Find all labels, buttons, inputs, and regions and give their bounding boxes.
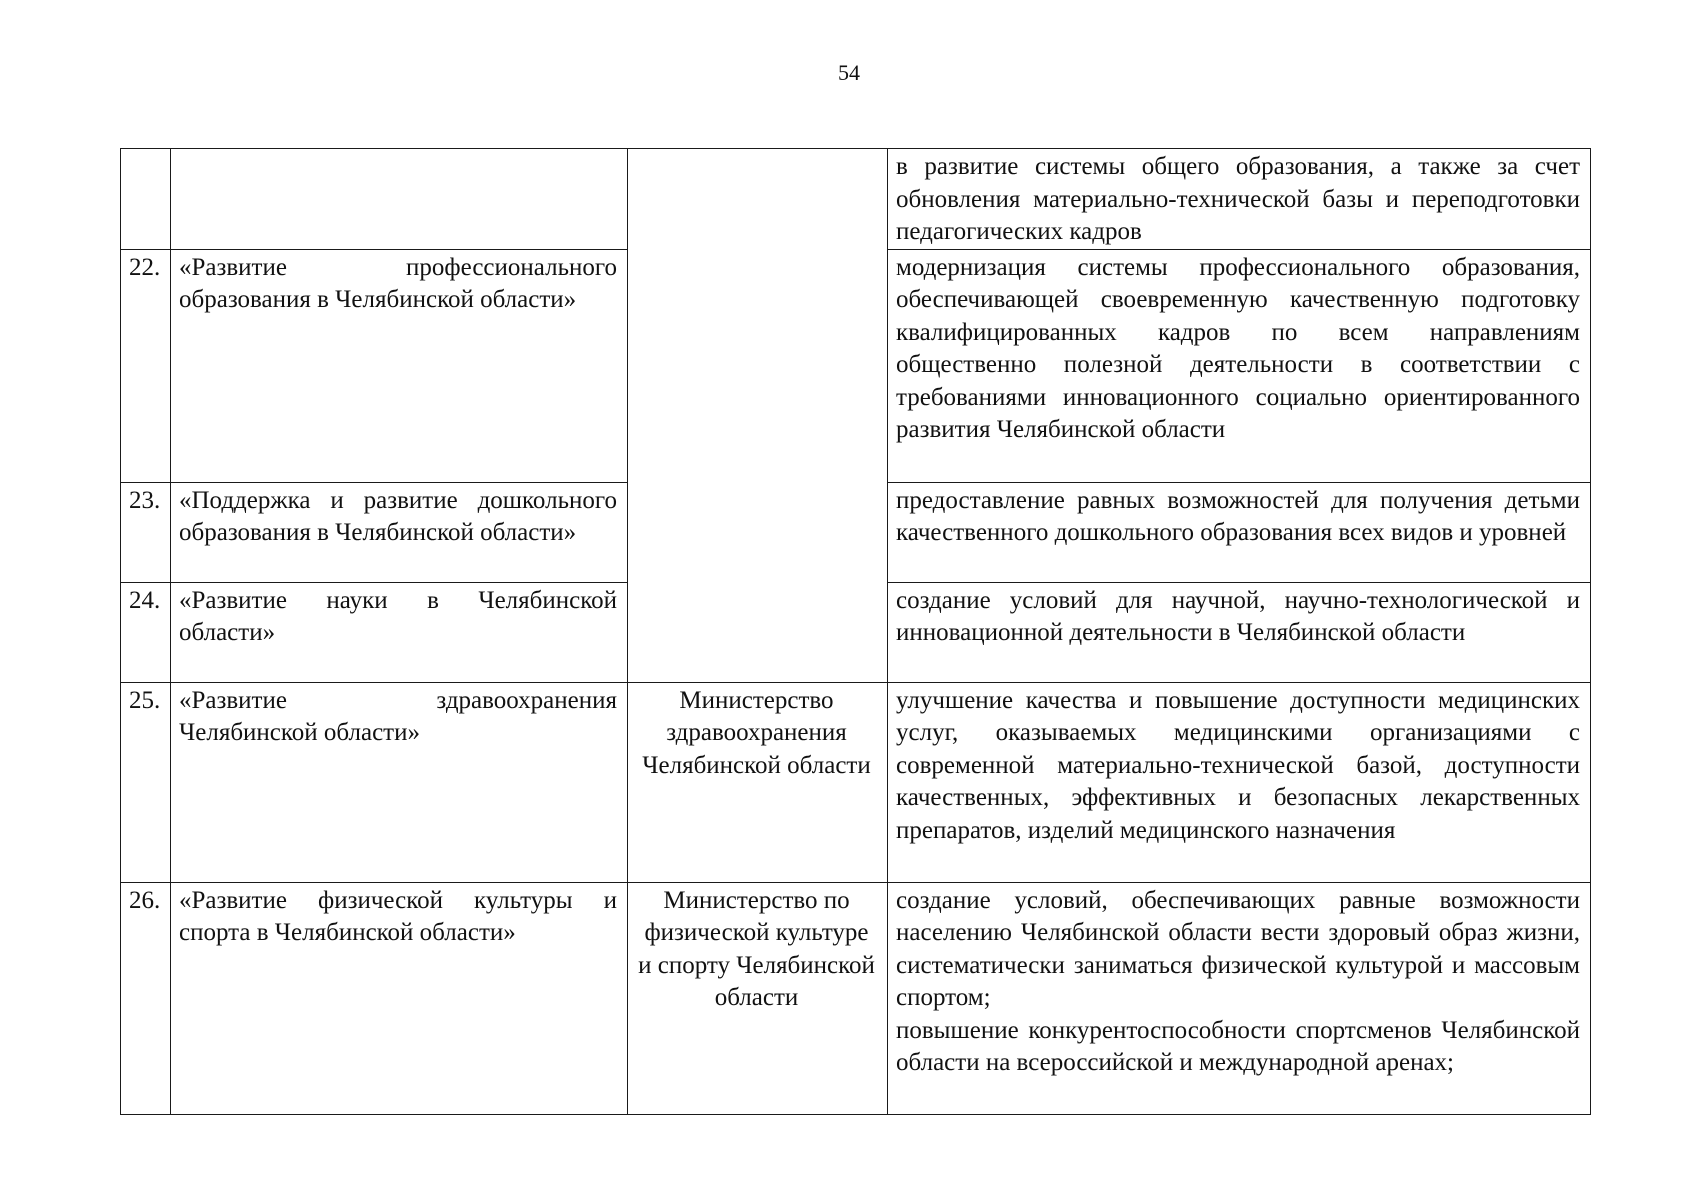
program-name: «Развитие науки в Челябинской области» xyxy=(179,586,617,646)
program-name: «Развитие физической культуры и спорта в Челябинской области» xyxy=(179,886,617,946)
goal-text: модернизация системы профессионального образования, обеспечивающей своевременную качественную подготовку квалифицированных кадров по всем направлениям общественно полезной деятельности в соответствии с требованиями инновационного социально ориентированного развития Челябинской области xyxy=(896,253,1580,443)
goal-text: в развитие системы общего образования, а также за счет обновления материально-технической базы и переподготовки педагогических кадров xyxy=(896,153,1580,245)
responsible-cell xyxy=(628,149,888,683)
goal-cell xyxy=(888,149,1591,250)
goal-text: создание условий для научной, научно-технологической и инновационной деятельности в Челябинской области xyxy=(896,586,1580,646)
table-row xyxy=(121,882,1591,1114)
goal-text: повышение конкурентоспособности спортсменов Челябинской области на всероссийской и международной аренах; xyxy=(896,1016,1580,1076)
responsible-cell: Министерство по физической культуре и спорту Челябинской области xyxy=(628,882,888,1114)
program-name-cell xyxy=(171,882,628,1114)
row-number-cell: 23. xyxy=(121,482,171,582)
goal-cell xyxy=(888,249,1591,482)
goal-cell xyxy=(888,682,1591,882)
table-row xyxy=(121,149,1591,250)
row-number-cell: 26. xyxy=(121,882,171,1114)
page-number: 54 xyxy=(838,60,860,85)
row-number-cell: 25. xyxy=(121,682,171,882)
goal-cell xyxy=(888,582,1591,682)
program-name: «Развитие здравоохранения Челябинской области» xyxy=(179,686,617,746)
program-name-cell xyxy=(171,582,628,682)
row-number-cell: 24. xyxy=(121,582,171,682)
goal-text: улучшение качества и повышение доступности медицинских услуг, оказываемых медицинскими организациями с современной материально-технической базой, доступности качественных, эффективных и безопасных лекарственных препаратов, изделий медицинского назначения xyxy=(896,686,1580,844)
program-name: «Развитие профессионального образования в Челябинской области» xyxy=(179,253,617,313)
table-row xyxy=(121,682,1591,882)
programs-table xyxy=(120,148,1591,1115)
program-name-cell xyxy=(171,149,628,250)
row-number-cell xyxy=(121,149,171,250)
goal-cell xyxy=(888,882,1591,1114)
goal-text: создание условий, обеспечивающих равные возможности населению Челябинской области вести здоровый образ жизни, систематически заниматься физической культурой и массовым спортом; xyxy=(896,886,1580,1011)
program-name-cell xyxy=(171,682,628,882)
goal-text: предоставление равных возможностей для получения детьми качественного дошкольного образования всех видов и уровней xyxy=(896,486,1580,546)
responsible-cell: Министерство здравоохранения Челябинской области xyxy=(628,682,888,882)
row-number-cell: 22. xyxy=(121,249,171,482)
program-name-cell xyxy=(171,249,628,482)
goal-cell xyxy=(888,482,1591,582)
program-name-cell xyxy=(171,482,628,582)
program-name: «Поддержка и развитие дошкольного образования в Челябинской области» xyxy=(179,486,617,546)
